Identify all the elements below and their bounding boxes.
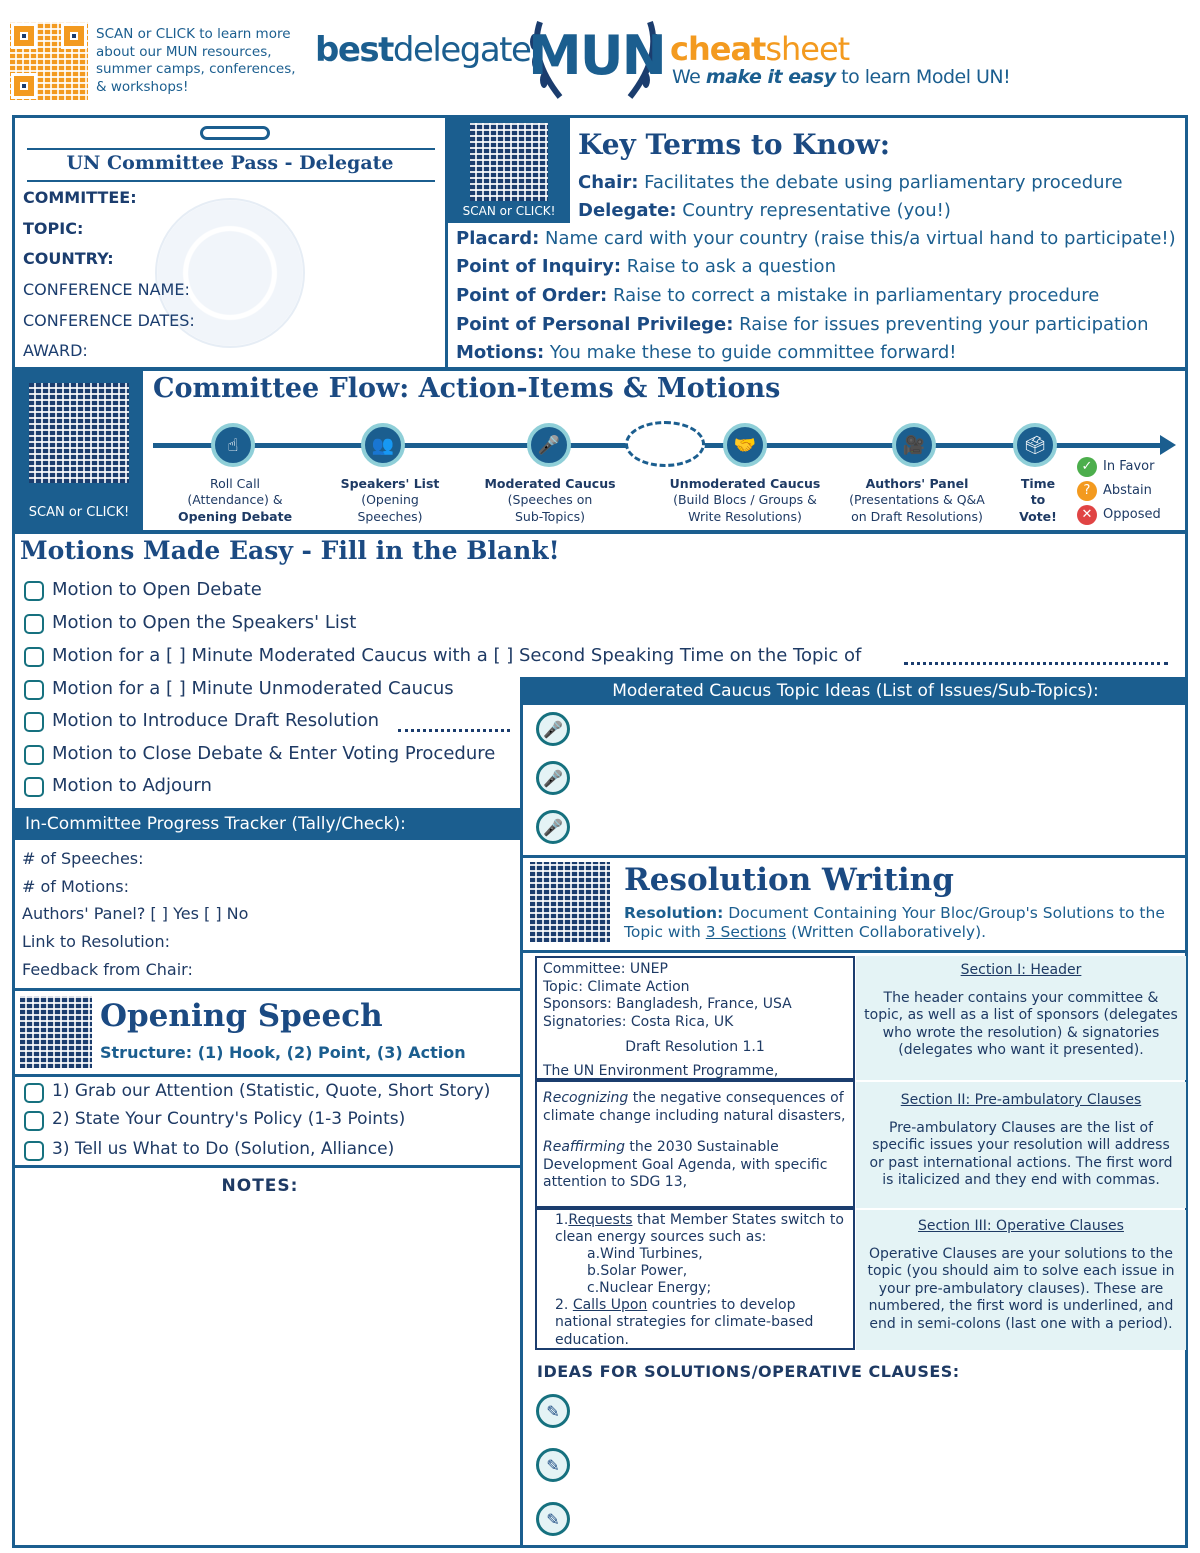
key-terms-qr-panel[interactable]: [448, 118, 570, 223]
motions-title: Motions Made Easy - Fill in the Blank!: [20, 536, 560, 565]
tagline: We make it easy to learn Model UN!: [672, 66, 1011, 88]
flow-step-unmoderated-caucus: Unmoderated Caucus (Build Blocs / Groups & Write Resolutions): [669, 476, 821, 524]
flow-scan-label[interactable]: SCAN or CLICK!: [28, 505, 130, 520]
sample-op-2: 2. Calls Upon countries to develop national strategies for climate-based education.: [555, 1297, 814, 1348]
motion-checkbox-4[interactable]: [24, 680, 44, 700]
speech-rule-3: [15, 1165, 520, 1168]
brand-delegate: delegate: [392, 30, 531, 70]
cheat-text: cheat: [670, 30, 766, 68]
key-terms-box: [445, 115, 1188, 370]
sample-preamb-box: [535, 1080, 855, 1208]
mun-logo: [520, 12, 670, 104]
pass-rule-bottom: [27, 180, 435, 182]
sample-op-1: 1.Requests that Member States switch to clean energy sources such as:: [555, 1212, 844, 1246]
opening-speech-rule: [15, 988, 520, 991]
pass-field-award[interactable]: AWARD:: [23, 341, 88, 360]
speech-step-point: 2) State Your Country's Policy (1-3 Points): [52, 1109, 406, 1129]
tracker-speeches[interactable]: # of Speeches:: [22, 849, 144, 868]
document-bullet-icon-2[interactable]: ✎: [536, 1448, 570, 1482]
motion-open-speakers-list: Motion to Open the Speakers' List: [52, 612, 357, 633]
committee-flow-box: [12, 368, 1188, 533]
cycle-icon: [625, 421, 705, 467]
moderated-topics-header: Moderated Caucus Topic Ideas (List of Issues/Sub-Topics):: [523, 677, 1188, 705]
speech-step-hook: 1) Grab our Attention (Statistic, Quote, Short Story): [52, 1081, 491, 1101]
resolution-rule: [523, 855, 1188, 858]
mic-bullet-icon-1[interactable]: 🎤: [536, 712, 570, 746]
column-divider: [520, 677, 523, 1548]
flow-step-roll-call: Roll Call (Attendance) & Opening Debate: [177, 476, 293, 524]
flow-step-authors-panel: Authors' Panel (Presentations & Q&A on Draft Resolutions): [849, 476, 985, 524]
term-delegate: Delegate: Country representative (you!): [578, 200, 951, 221]
qr-code-top[interactable]: [10, 22, 88, 100]
sample-op-1c: c.Nuclear Energy;: [587, 1280, 712, 1297]
tracker-feedback[interactable]: Feedback from Chair:: [22, 960, 193, 979]
sample-op-1b: b.Solar Power,: [587, 1263, 688, 1280]
sample-preamb-1: Recognizing the negative consequences of climate change including natural disasters,: [543, 1090, 846, 1124]
draft-resolution-blank[interactable]: [398, 729, 510, 732]
section-operative-explainer: Section III: Operative Clauses Operative Clauses are your solutions to the topic (you should aim to solve each issue in your pre-ambulatory clauses). These are numbered, the first word is underlined, and end in semi-colons (last one with a period).: [856, 1210, 1186, 1350]
authors-panel-icon: 🎥: [892, 423, 936, 467]
term-point-of-order: Point of Order: Raise to correct a mistake in parliamentary procedure: [456, 285, 1100, 306]
speech-checkbox-1[interactable]: [24, 1083, 44, 1103]
pass-rule-top: [27, 148, 435, 150]
sample-draft-title: Draft Resolution 1.1: [625, 1039, 765, 1055]
pass-field-country[interactable]: COUNTRY:: [23, 249, 114, 268]
opposed-icon: ✕: [1077, 505, 1097, 525]
motion-adjourn: Motion to Adjourn: [52, 775, 212, 796]
roll-call-icon: ☝: [211, 423, 255, 467]
motion-checkbox-1[interactable]: [24, 581, 44, 601]
motion-checkbox-2[interactable]: [24, 614, 44, 634]
speech-structure: Structure: (1) Hook, (2) Point, (3) Action: [100, 1043, 466, 1062]
motion-introduce-draft: Motion to Introduce Draft Resolution: [52, 710, 379, 731]
flow-qr-panel[interactable]: [15, 371, 143, 530]
motion-unmoderated-caucus: Motion for a [ ] Minute Unmoderated Caucus: [52, 678, 454, 699]
lanyard-slot: [200, 126, 270, 140]
flow-step-speakers-list: Speakers' List (Opening Speeches): [340, 476, 440, 524]
key-terms-scan-label[interactable]: SCAN or CLICK!: [462, 204, 556, 218]
pass-field-conference-dates[interactable]: CONFERENCE DATES:: [23, 311, 195, 330]
mic-bullet-icon-2[interactable]: 🎤: [536, 761, 570, 795]
motion-checkbox-3[interactable]: [24, 647, 44, 667]
brand-best: best: [315, 30, 393, 70]
section-header-explainer: Section I: Header The header contains your committee & topic, as well as a list of sponsors (delegates who wrote the resolution) & signatories (delegates who want it presented).: [856, 956, 1186, 1080]
motion-checkbox-6[interactable]: [24, 745, 44, 765]
vote-opposed: Opposed: [1103, 507, 1161, 522]
in-favor-icon: ✓: [1077, 457, 1097, 477]
brand-logo: [315, 30, 530, 70]
moderated-topic-blank[interactable]: [904, 662, 1168, 665]
solutions-ideas-label: IDEAS FOR SOLUTIONS/OPERATIVE CLAUSES:: [537, 1362, 960, 1381]
flow-arrow-head: [1160, 435, 1176, 455]
sample-body: The UN Environment Programme,: [543, 1062, 779, 1079]
abstain-icon: ?: [1077, 481, 1097, 501]
motion-open-debate: Motion to Open Debate: [52, 579, 262, 600]
speech-checkbox-3[interactable]: [24, 1141, 44, 1161]
sample-topic: Topic: Climate Action: [543, 978, 690, 995]
sample-signatories: Signatories: Costa Rica, UK: [543, 1013, 734, 1030]
document-bullet-icon-1[interactable]: ✎: [536, 1394, 570, 1428]
speakers-list-icon: 👥: [361, 423, 405, 467]
mun-text: MUN: [528, 24, 665, 87]
pass-field-conference-name[interactable]: CONFERENCE NAME:: [23, 280, 190, 299]
progress-tracker-header: In-Committee Progress Tracker (Tally/Check):: [15, 808, 520, 840]
term-point-of-inquiry: Point of Inquiry: Raise to ask a question: [456, 256, 836, 277]
qr-code-flow[interactable]: [29, 383, 129, 483]
flow-step-vote: Time to Vote!: [1019, 476, 1057, 524]
motion-checkbox-5[interactable]: [24, 712, 44, 732]
key-terms-title: Key Terms to Know:: [578, 128, 891, 161]
motion-checkbox-7[interactable]: [24, 777, 44, 797]
term-personal-privilege: Point of Personal Privilege: Raise for issues preventing your participation: [456, 314, 1149, 335]
vote-box-icon: 🗳: [1013, 423, 1057, 467]
vote-abstain: Abstain: [1103, 483, 1152, 498]
sample-header-box: [535, 956, 855, 1080]
motion-moderated-caucus: Motion for a [ ] Minute Moderated Caucus with a [ ] Second Speaking Time on the Topic of: [52, 645, 862, 666]
qr-code-speech[interactable]: [20, 996, 92, 1068]
tracker-link-resolution[interactable]: Link to Resolution:: [22, 932, 170, 951]
qr-code-resolution[interactable]: [530, 862, 610, 942]
notes-label: NOTES:: [221, 1176, 299, 1196]
speech-rule-2: [15, 1074, 520, 1077]
qr-code-key-terms[interactable]: [470, 123, 548, 201]
pass-field-committee[interactable]: COMMITTEE:: [23, 188, 137, 207]
tracker-motions[interactable]: # of Motions:: [22, 877, 129, 896]
sample-op-1a: a.Wind Turbines,: [587, 1246, 703, 1263]
sheet-text: sheet: [765, 30, 850, 68]
section-preamb-explainer: Section II: Pre-ambulatory Clauses Pre-ambulatory Clauses are the list of specific issues your resolution will address or past international actions. The first word is italicized and they end with commas.: [856, 1082, 1186, 1208]
pass-title: UN Committee Pass - Delegate: [66, 152, 394, 174]
moderated-caucus-icon: 🎤: [527, 423, 571, 467]
term-placard: Placard: Name card with your country (raise this/a virtual hand to participate!): [456, 228, 1176, 249]
sample-preamb-2: Reaffirming the 2030 Sustainable Development Goal Agenda, with specific attention to SDG 13,: [543, 1139, 828, 1190]
motion-close-debate: Motion to Close Debate & Enter Voting Procedure: [52, 743, 496, 764]
term-motions: Motions: You make these to guide committee forward!: [456, 342, 957, 363]
tracker-authors-panel[interactable]: Authors' Panel? [ ] Yes [ ] No: [22, 904, 249, 923]
flow-step-moderated-caucus: Moderated Caucus (Speeches on Sub-Topics): [484, 476, 616, 524]
resolution-rule-2: [523, 950, 1188, 953]
speech-step-action: 3) Tell us What to Do (Solution, Alliance): [52, 1139, 395, 1159]
sample-committee: Committee: UNEP: [543, 961, 668, 977]
sample-sponsors: Sponsors: Bangladesh, France, USA: [543, 996, 792, 1012]
pass-field-topic[interactable]: TOPIC:: [23, 219, 84, 238]
vote-in-favor: In Favor: [1103, 459, 1155, 474]
unmoderated-caucus-icon: 🤝: [723, 423, 767, 467]
mic-bullet-icon-3[interactable]: 🎤: [536, 810, 570, 844]
cheatsheet-title: [670, 30, 849, 68]
resolution-definition: Resolution: Document Containing Your Bloc/Group's Solutions to the Topic with 3 Sections (Written Collaboratively).: [624, 904, 1165, 942]
sample-operative-box: [535, 1208, 855, 1350]
resolution-title: Resolution Writing: [624, 862, 954, 898]
flow-title: Committee Flow: Action-Items & Motions: [153, 373, 781, 404]
opening-speech-title: Opening Speech: [100, 998, 383, 1034]
scan-promo-text: SCAN or CLICK to learn more about our MUN resources, summer camps, conferences, & workshops!: [96, 26, 296, 95]
delegate-pass-box: [12, 115, 448, 370]
speech-checkbox-2[interactable]: [24, 1111, 44, 1131]
term-chair: Chair: Facilitates the debate using parliamentary procedure: [578, 172, 1123, 193]
document-bullet-icon-3[interactable]: ✎: [536, 1502, 570, 1536]
